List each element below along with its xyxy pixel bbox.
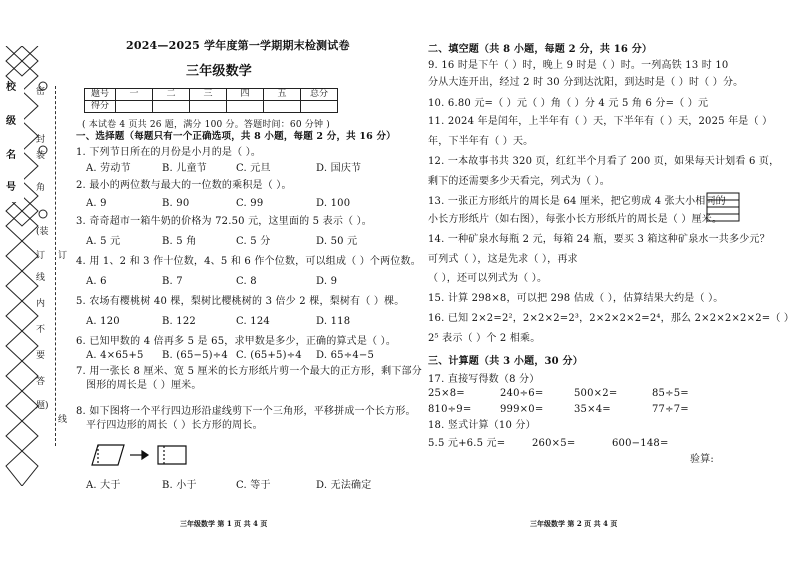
score-table — [84, 88, 338, 113]
check-label: 验算: — [690, 454, 714, 465]
question-13-line-1: 13. 一张正方形纸片的周长是 64 厘米，把它剪成 4 张大小相同的 — [428, 196, 726, 207]
q2-option-c[interactable]: C. 99 — [236, 198, 264, 209]
class-label: 级 — [6, 116, 17, 127]
question-2: 2. 最小的两位数与最大的一位数的乘积是（ ）。 — [76, 180, 292, 191]
seal-char: 要 — [36, 351, 46, 361]
score-cell[interactable] — [190, 101, 227, 113]
page-2-footer: 三年级数学 第 2 页 共 4 页 — [530, 519, 618, 528]
q3-option-b[interactable]: B. 5 角 — [162, 236, 197, 247]
score-cell[interactable] — [301, 101, 338, 113]
question-17: 17. 直接写得数（8 分） — [428, 374, 540, 385]
q6-option-a[interactable]: A. 4×65+5 — [86, 350, 144, 361]
q6-option-c[interactable]: C. (65+5)÷4 — [236, 350, 302, 361]
seal-char: 角 — [36, 183, 46, 193]
q8-option-d[interactable]: D. 无法确定 — [316, 480, 372, 491]
vertical-calc-item: 5.5 元+6.5 元= — [428, 438, 506, 449]
question-4: 4. 用 1、2 和 3 作十位数，4、5 和 6 作个位数，可以组成（ ）个两位数。 — [76, 256, 421, 267]
q8-option-a[interactable]: A. 大于 — [86, 480, 121, 491]
q1-option-b[interactable]: B. 儿童节 — [162, 163, 207, 174]
question-8-line-1: 8. 如下图将一个平行四边形沿虚线剪下一个三角形，平移拼成一个长方形。 — [76, 406, 416, 417]
seal-char: 装 — [36, 151, 46, 161]
binding-labels — [4, 82, 24, 202]
q5-option-c[interactable]: C. 124 — [236, 316, 270, 327]
vertical-calc-item: 260×5= — [532, 438, 576, 449]
q6-option-d[interactable]: D. 65÷4−5 — [316, 350, 375, 361]
seal-char: 线 — [36, 273, 46, 283]
exam-subject: 三年级数学 — [186, 64, 253, 79]
q1-option-a[interactable]: A. 劳动节 — [86, 163, 131, 174]
score-cell[interactable] — [264, 101, 301, 113]
exam-note: ( 本试卷 4 页共 26 题，满分 100 分。答题时间：60 分钟 ) — [82, 120, 330, 130]
calc-item: 240÷6= — [500, 388, 544, 399]
seal-char: (装 — [36, 227, 49, 237]
question-12-line-2: 剩下的还需要多少天看完，列式为（ ）。 — [428, 176, 610, 187]
calc-item: 810÷9= — [428, 404, 472, 415]
question-9-line-2: 分从大连开出，经过 2 时 30 分到达沈阳，到达时是（ ）时（ ）分。 — [428, 77, 744, 88]
q3-option-c[interactable]: C. 5 分 — [236, 236, 271, 247]
question-11-line-1: 11. 2024 年是闰年，上半年有（ ）天，下半年有（ ）天，2025 年是（ ） — [428, 116, 773, 127]
calc-item: 25×8= — [428, 388, 465, 399]
q3-option-a[interactable]: A. 5 元 — [86, 236, 121, 247]
question-14-line-1: 14. 一种矿泉水每瓶 2 元，每箱 24 瓶，要买 3 箱这种矿泉水一共多少元？ — [428, 234, 770, 245]
question-13-line-2: 小长方形纸片（如右图），每张小长方形纸片的周长是（ ）厘米。 — [428, 214, 723, 225]
question-1: 1. 下列节日所在的月份是小月的是（ ）。 — [76, 147, 262, 158]
question-16-line-2: 2⁵ 表示（ ）个 2 相乘。 — [428, 333, 541, 344]
square-strips-figure — [706, 192, 740, 222]
q4-option-d[interactable]: D. 9 — [316, 276, 338, 287]
binding-dashed-line — [55, 86, 56, 446]
q1-option-d[interactable]: D. 国庆节 — [316, 163, 362, 174]
q2-option-b[interactable]: B. 90 — [162, 198, 190, 209]
seal-char: 订 — [36, 251, 46, 261]
score-table-score-row: 得分 — [85, 101, 338, 113]
q5-option-b[interactable]: B. 122 — [162, 316, 196, 327]
q8-option-c[interactable]: C. 等于 — [236, 480, 271, 491]
question-8-line-2: 平行四边形的周长（ ）长方形的周长。 — [86, 420, 263, 431]
score-cell[interactable] — [153, 101, 190, 113]
calc-item: 35×4= — [574, 404, 611, 415]
question-3: 3. 奇奇超市一箱牛奶的价格为 72.50 元，这里面的 5 表示（ ）。 — [76, 216, 373, 227]
vertical-calc-item: 600−148= — [612, 438, 669, 449]
section-1-heading: 一、选择题（每题只有一个正确选项，共 8 小题，每题 2 分，共 16 分） — [76, 131, 396, 142]
arrow-icon — [142, 451, 148, 459]
question-18: 18. 竖式计算（10 分） — [428, 420, 536, 431]
seal-char: 封 — [36, 135, 46, 145]
parallelogram-shape — [92, 445, 124, 465]
q6-option-b[interactable]: B. (65−5)÷4 — [162, 350, 228, 361]
number-label: 号 — [6, 182, 17, 193]
score-table-header-row: 题号 一 二 三 四 五 总分 — [85, 89, 338, 101]
question-15: 15. 计算 298×8，可以把 298 估成（ ），估算结果大约是（ ）。 — [428, 293, 724, 304]
q4-option-a[interactable]: A. 6 — [86, 276, 107, 287]
question-7-line-1: 7. 用一张长 8 厘米、宽 5 厘米的长方形纸片剪一个最大的正方形，剩下部分 — [76, 366, 422, 377]
q3-option-d[interactable]: D. 50 元 — [316, 236, 358, 247]
seal-char: 内 — [36, 299, 46, 309]
question-12-line-1: 12. 一本故事书共 320 页，红红半个月看了 200 页，如果每天计划看 6 页， — [428, 156, 780, 167]
score-cell[interactable] — [116, 101, 153, 113]
parallelogram-figure — [84, 440, 194, 470]
q5-option-a[interactable]: A. 120 — [86, 316, 120, 327]
section-3-heading: 三、计算题（共 3 小题，30 分） — [428, 356, 583, 367]
question-14-line-2: 可列式（ ），这是先求（ ），再求 — [428, 254, 578, 265]
question-5: 5. 农场有樱桃树 40 棵，梨树比樱桃树的 3 倍少 2 棵，梨树有（ ）棵。 — [76, 296, 405, 307]
q4-option-b[interactable]: B. 7 — [162, 276, 183, 287]
school-label: 校 — [6, 82, 17, 93]
calc-item: 77÷7= — [652, 404, 689, 415]
rectangle-shape — [158, 446, 186, 464]
seal-char: 题) — [36, 401, 49, 411]
q1-option-c[interactable]: C. 元旦 — [236, 163, 271, 174]
question-14-line-3: （ ），还可以列式为（ ）。 — [428, 273, 548, 284]
q2-option-a[interactable]: A. 9 — [86, 198, 107, 209]
question-7-line-2: 图形的周长是（ ）厘米。 — [86, 380, 202, 391]
seal-char: 答 — [36, 377, 46, 387]
calc-item: 500×2= — [574, 388, 618, 399]
calc-item: 999×0= — [500, 404, 544, 415]
seal-char: 密 — [36, 87, 46, 97]
question-10: 10. 6.80 元=（ ）元（ ）角（ ）分 4 元 5 角 6 分=（ ）元 — [428, 98, 709, 109]
name-label: 名 — [6, 150, 17, 161]
score-cell[interactable] — [227, 101, 264, 113]
q2-option-d[interactable]: D. 100 — [316, 198, 351, 209]
q5-option-d[interactable]: D. 118 — [316, 316, 351, 327]
q4-option-c[interactable]: C. 8 — [236, 276, 257, 287]
question-6: 6. 已知甲数的 4 倍再多 5 是 65，求甲数是多少，正确的算式是（ ）。 — [76, 336, 397, 347]
q8-option-b[interactable]: B. 小于 — [162, 480, 197, 491]
question-9-line-1: 9. 16 时是下午（ ）时，晚上 9 时是（ ）时。一列高铁 13 时 10 — [428, 60, 729, 71]
exam-title: 2024—2025 学年度第一学期期末检测试卷 — [126, 39, 350, 52]
question-11-line-2: 年，下半年有（ ）天。 — [428, 136, 534, 147]
seal-char: 不 — [36, 325, 46, 335]
section-2-heading: 二、填空题（共 8 小题，每题 2 分，共 16 分） — [428, 44, 653, 55]
page-1-footer: 三年级数学 第 1 页 共 4 页 — [180, 519, 268, 528]
calc-item: 85÷5= — [652, 388, 689, 399]
question-16-line-1: 16. 已知 2×2=2²，2×2×2=2³，2×2×2×2=2⁴，那么 2×2×2×2×2=（ ） — [428, 313, 794, 324]
